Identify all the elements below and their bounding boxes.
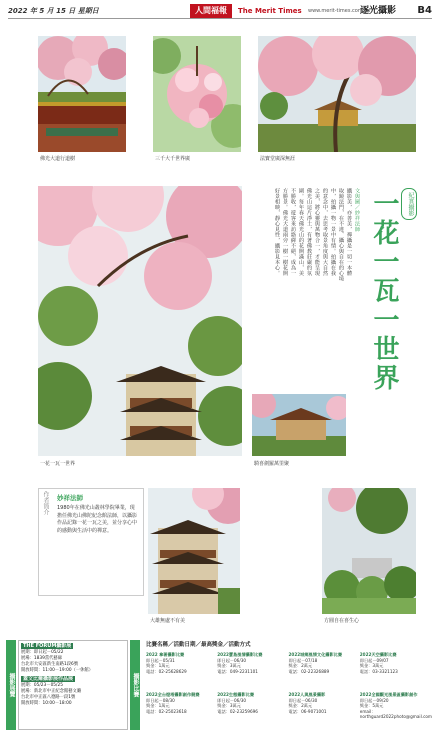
article-column: 攝影美，亦善美，禪攝是一切一本體: [346, 188, 352, 276]
caption-photo-7: 方圓自在喜生心: [324, 618, 360, 624]
article-column: 圍。每年春天佛光山的花開滿山，美: [298, 188, 304, 276]
exhibit-title-2: 蓋文比爾攝影展作品展: [23, 676, 74, 682]
section-name: 逐光攝影: [360, 6, 397, 16]
article-column: 好景相映，靜心見性，攝影見本心。: [274, 188, 280, 276]
newspaper-logo-en: The Merit Times: [238, 7, 302, 15]
contest-item: 2022生態攝影比賽 即日起－06/30 獎金：3萬元 電話：02-23259696: [217, 692, 258, 714]
contest-item: 2022 拿著攝影比賽 即日起－05/31 獎金：1萬元 電話：02-25628629: [146, 652, 187, 674]
article-column: 中，拍攝一物一景中有情。拍攝在我: [330, 188, 336, 276]
author-label: 作者簡介: [42, 491, 49, 515]
contest-item: 2022人與風景攝影 即日起－06/30 獎金：2萬元 電話：06-9071001: [288, 692, 327, 714]
exhibit-line: 展場：1839當代藝廊: [21, 656, 63, 661]
photo-pagoda-main: [38, 186, 242, 456]
caption-photo-5: 騎喜劍羅萬里聚: [254, 461, 290, 467]
contest-item: 2022城鄉風情文化攝影比賽 即日起－07/18 獎金：2萬元 電話：02-22326889: [288, 652, 343, 674]
exhibit-line: 開放時間：11:00－19:00（一休館）: [21, 668, 94, 673]
exhibit-line: 展場：新北市中正紀念館藝文廳: [21, 689, 82, 694]
newspaper-logo: 人間福報: [190, 4, 232, 18]
article-column: 之美，將心靈與萬物合一，才能呈現: [314, 188, 320, 276]
photo-temple-building: [252, 394, 346, 456]
exhibit-line: 台北市大安區新生南路1段6號: [21, 662, 79, 667]
category-badge: 紀實攝影: [401, 188, 417, 220]
author-bio: 1980年在佛光山叢林學院畢業，現擔任佛光山佛陀紀念館法師，以攝影作品記錄一花一瓦之美，並分享心中的感動與生活中的禪意。: [57, 505, 138, 534]
exhibit-line: 展期：即日起－05/22: [21, 650, 64, 655]
exhibit-line: 開放時間：10:00－18:00: [21, 701, 72, 706]
caption-photo-3: 法寶堂廣深無涯: [260, 156, 296, 162]
photo-buddha-avenue: [38, 36, 126, 152]
author-box: [38, 488, 144, 596]
exhibit-line: 台北市中正區八德路一段1號: [21, 695, 76, 700]
contest-item: 2022寶島風情攝影比賽 即日起－06/30 獎金：3萬元 電話：049-2231101: [217, 652, 263, 674]
article-column: 不勝收，遊客來訪絡繹不絕，成為一: [290, 188, 296, 276]
exhibit-strip: 攝影展覽: [6, 640, 16, 730]
issue-date: 2022 年 5 月 15 日 星期日: [8, 7, 99, 15]
article-column: 佛光山這片淨土，有著佛教莊嚴的氛: [306, 188, 312, 276]
photo-pagoda-small: [148, 488, 240, 614]
photo-garden: [322, 488, 416, 614]
author-name: 妙祥法師: [57, 494, 83, 502]
article-body: [248, 188, 360, 388]
contest-item: 2022全國觀光風景區攝影創作 即日起－09/20 獎金：5萬元 email：northguard2022photo@gmail.com: [359, 692, 433, 720]
byline: 文與圖／妙祥法師: [354, 188, 360, 232]
contest-strip: 攝影比賽: [130, 640, 140, 730]
caption-photo-4: 一花一瓦一世界: [40, 461, 76, 467]
exhibit-box: [18, 640, 128, 730]
contest-item: 2022天空攝影比賽 即日起－09/07 獎金：3萬元 電話：03-3321123: [359, 652, 398, 674]
article-column: 取鏡法門，在不違、攝心與自在的心境: [338, 188, 344, 282]
page-header: [8, 4, 432, 19]
page-number: B4: [417, 5, 432, 16]
exhibit-line: 展期：05/23－05/25: [21, 683, 63, 688]
contest-item: 2022全台燈塔攝影創作競賽 即日起－08/30 獎金：1萬元 電話：02-25023618: [146, 692, 200, 714]
exhibit-title-1: THE FORUM攝影展: [23, 643, 72, 649]
caption-photo-1: 佛光大道行道樹: [40, 156, 76, 162]
article-column: 方勝景。佛光大道兩旁一樹一樹花開: [282, 188, 288, 276]
article-column: 的意念中，去思考取景角度與大自然: [322, 188, 328, 276]
article-title: 一花一瓦一世界: [369, 190, 399, 393]
contest-grid: [146, 652, 432, 730]
website-url: www.merit-times.com.tw: [308, 8, 371, 14]
contest-header: 比賽名稱／活動日期／最高獎金／活動方式: [146, 642, 251, 648]
caption-photo-2: 三千大千世界廣: [155, 156, 191, 162]
photo-flower-closeup: [153, 36, 241, 152]
caption-photo-6: 大雄無處不有美: [150, 618, 186, 624]
photo-temple-tree: [258, 36, 416, 152]
